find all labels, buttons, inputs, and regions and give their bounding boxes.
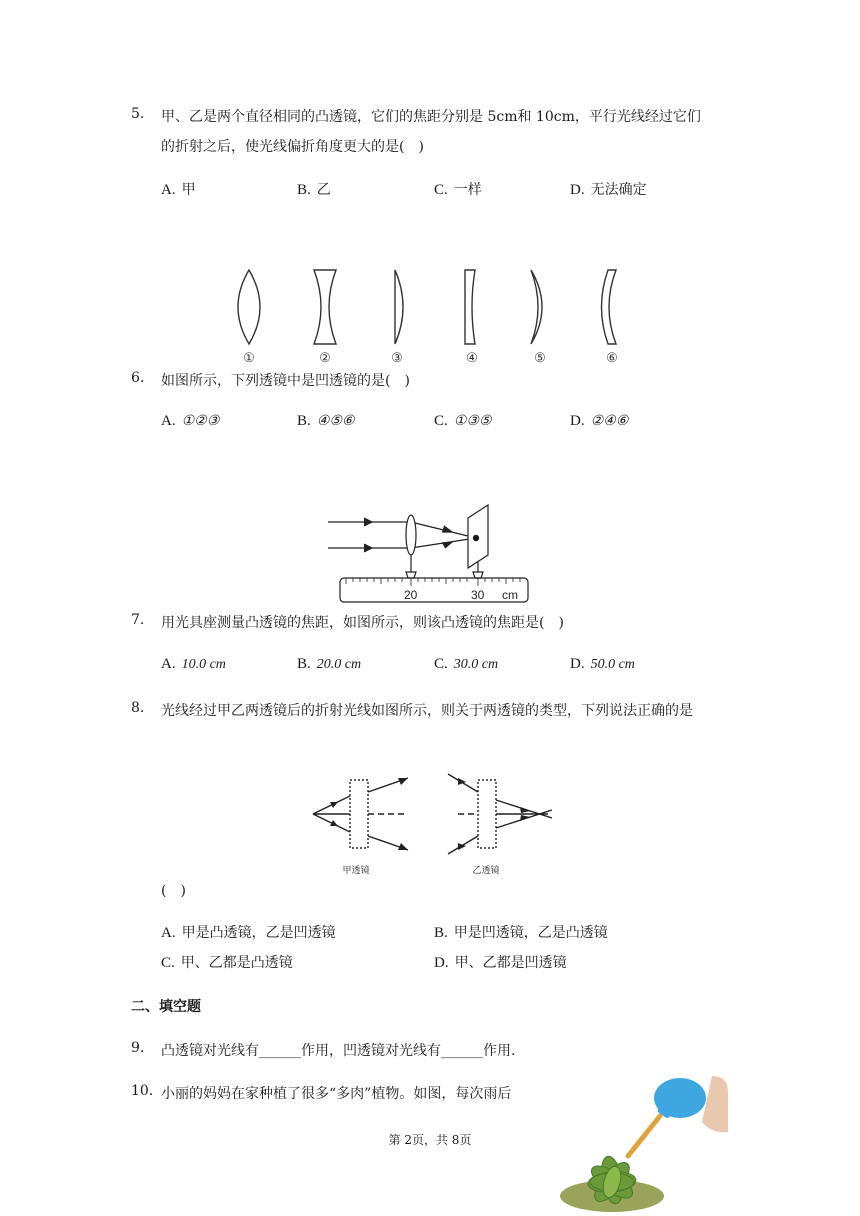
- lens-1-biconvex: [238, 270, 260, 344]
- q6-option-a[interactable]: [161, 413, 219, 430]
- lens-6-concave-meniscus: [602, 270, 617, 344]
- q6-option-b[interactable]: [297, 413, 354, 430]
- q5-option-d[interactable]: [570, 179, 647, 199]
- q9-number: 9.: [131, 1040, 145, 1056]
- q8-lens-figure: [308, 770, 558, 878]
- page-footer: 第 2页，共 8页: [388, 1133, 472, 1147]
- q8-number: 8.: [131, 700, 145, 716]
- ruler: [340, 578, 528, 602]
- q7-number: 7.: [131, 612, 145, 628]
- q8-option-c[interactable]: [161, 952, 293, 972]
- q8-text: 光线经过甲乙两透镜后的折射光线如图所示，则关于两透镜的类型，下列说法正确的是: [161, 703, 693, 719]
- q8-option-d[interactable]: [434, 952, 567, 972]
- arrow-head: [442, 526, 452, 532]
- caption-jia-lens: 甲透镜: [342, 866, 370, 876]
- lens-4-planoconcave: [465, 270, 475, 344]
- option-text: 一样: [453, 182, 482, 198]
- lens-label-2: ②: [319, 351, 331, 366]
- q8-option-a[interactable]: [161, 922, 336, 942]
- lens-label-1: ①: [243, 351, 255, 366]
- ruler-label-20: 20: [404, 588, 418, 602]
- q7-text: 用光具座测量凸透镜的焦距，如图所示，则该凸透镜的焦距是( ): [161, 615, 564, 631]
- q6-lens-figure: [225, 262, 635, 367]
- lens-stand-base: [406, 572, 416, 578]
- option-text: 10.0 cm: [181, 657, 226, 672]
- option-text: 无法确定: [590, 182, 647, 198]
- q8-option-b[interactable]: [434, 922, 608, 942]
- option-letter: A.: [161, 182, 176, 198]
- q10-text: 小丽的妈妈在家种植了很多“多肉”植物。如图，每次雨后: [161, 1086, 512, 1102]
- q5-option-c[interactable]: [434, 179, 482, 199]
- q8-bracket: ( ): [161, 883, 186, 899]
- option-letter: D.: [570, 182, 585, 198]
- option-text: ①③⑤: [453, 414, 492, 429]
- option-letter: A.: [161, 656, 176, 672]
- q6-option-c[interactable]: [434, 413, 491, 430]
- lens-label-5: ⑤: [534, 351, 546, 366]
- lens-2-biconcave: [314, 270, 336, 344]
- option-text: 50.0 cm: [590, 657, 635, 672]
- option-text: 甲是凹透镜，乙是凸透镜: [453, 925, 608, 941]
- caption-yi-lens: 乙透镜: [472, 866, 500, 876]
- option-text: 甲是凸透镜，乙是凹透镜: [181, 925, 336, 941]
- option-text: 乙: [316, 182, 331, 198]
- screen-stand-base: [473, 572, 483, 578]
- lens-3-planoconvex: [395, 270, 403, 344]
- ruler-label-unit: cm: [502, 588, 518, 602]
- arrow-head: [398, 843, 408, 850]
- q6-text: 如图所示，下列透镜中是凹透镜的是( ): [161, 373, 410, 389]
- lens-label-3: ③: [391, 351, 403, 366]
- option-text: 甲、乙都是凹透镜: [454, 955, 567, 971]
- option-letter: D.: [570, 413, 585, 429]
- arrow-head: [398, 778, 408, 785]
- q5-number: 5.: [131, 106, 145, 122]
- option-text: 甲、乙都是凸透镜: [180, 955, 293, 971]
- option-letter: D.: [434, 955, 449, 971]
- q7-optical-bench-figure: [326, 500, 536, 608]
- q6-number: 6.: [131, 370, 145, 386]
- focus-point: [473, 535, 478, 540]
- option-text: 20.0 cm: [316, 657, 362, 672]
- option-letter: C.: [434, 182, 448, 198]
- q10-number: 10.: [131, 1083, 154, 1099]
- option-letter: B.: [297, 656, 311, 672]
- lens-label-4: ④: [466, 351, 478, 366]
- option-text: 30.0 cm: [453, 657, 499, 672]
- option-letter: B.: [297, 413, 311, 429]
- option-text: ②④⑥: [590, 414, 629, 429]
- arrow-head: [442, 542, 452, 548]
- arrow-head: [364, 544, 372, 552]
- option-letter: A.: [161, 925, 176, 941]
- lens-label-6: ⑥: [606, 351, 618, 366]
- option-letter: C.: [434, 413, 448, 429]
- option-letter: B.: [297, 182, 311, 198]
- q5-text-line1: 甲、乙是两个直径相同的凸透镜，它们的焦距分别是 5cm和 10cm，平行光线经过它们: [161, 109, 701, 125]
- option-letter: B.: [434, 925, 448, 941]
- option-letter: C.: [161, 955, 175, 971]
- option-letter: A.: [161, 413, 176, 429]
- q5-option-a[interactable]: [161, 179, 196, 199]
- q5-option-b[interactable]: [297, 179, 331, 199]
- ruler-label-30: 30: [471, 588, 485, 602]
- lens-jia-box: [350, 780, 368, 848]
- q7-option-a[interactable]: [161, 656, 226, 673]
- section-title: 二、填空题: [131, 999, 201, 1015]
- convex-lens: [406, 515, 416, 555]
- q9-text: 凸透镜对光线有______作用，凹透镜对光线有______作用.: [161, 1043, 516, 1059]
- arrow-head: [364, 518, 372, 526]
- option-letter: C.: [434, 656, 448, 672]
- q5-text-line2: 的折射之后，使光线偏折角度更大的是( ): [161, 139, 424, 155]
- lens-5-meniscus: [531, 270, 542, 344]
- q7-option-d[interactable]: [570, 656, 635, 673]
- option-text: ④⑤⑥: [316, 414, 355, 429]
- option-text: 甲: [181, 182, 196, 198]
- lens-yi-box: [478, 780, 496, 848]
- hand-shape: [702, 1076, 728, 1132]
- option-text: ①②③: [181, 414, 220, 429]
- q7-option-b[interactable]: [297, 656, 361, 673]
- option-letter: D.: [570, 656, 585, 672]
- q6-option-d[interactable]: [570, 413, 628, 430]
- q7-option-c[interactable]: [434, 656, 498, 673]
